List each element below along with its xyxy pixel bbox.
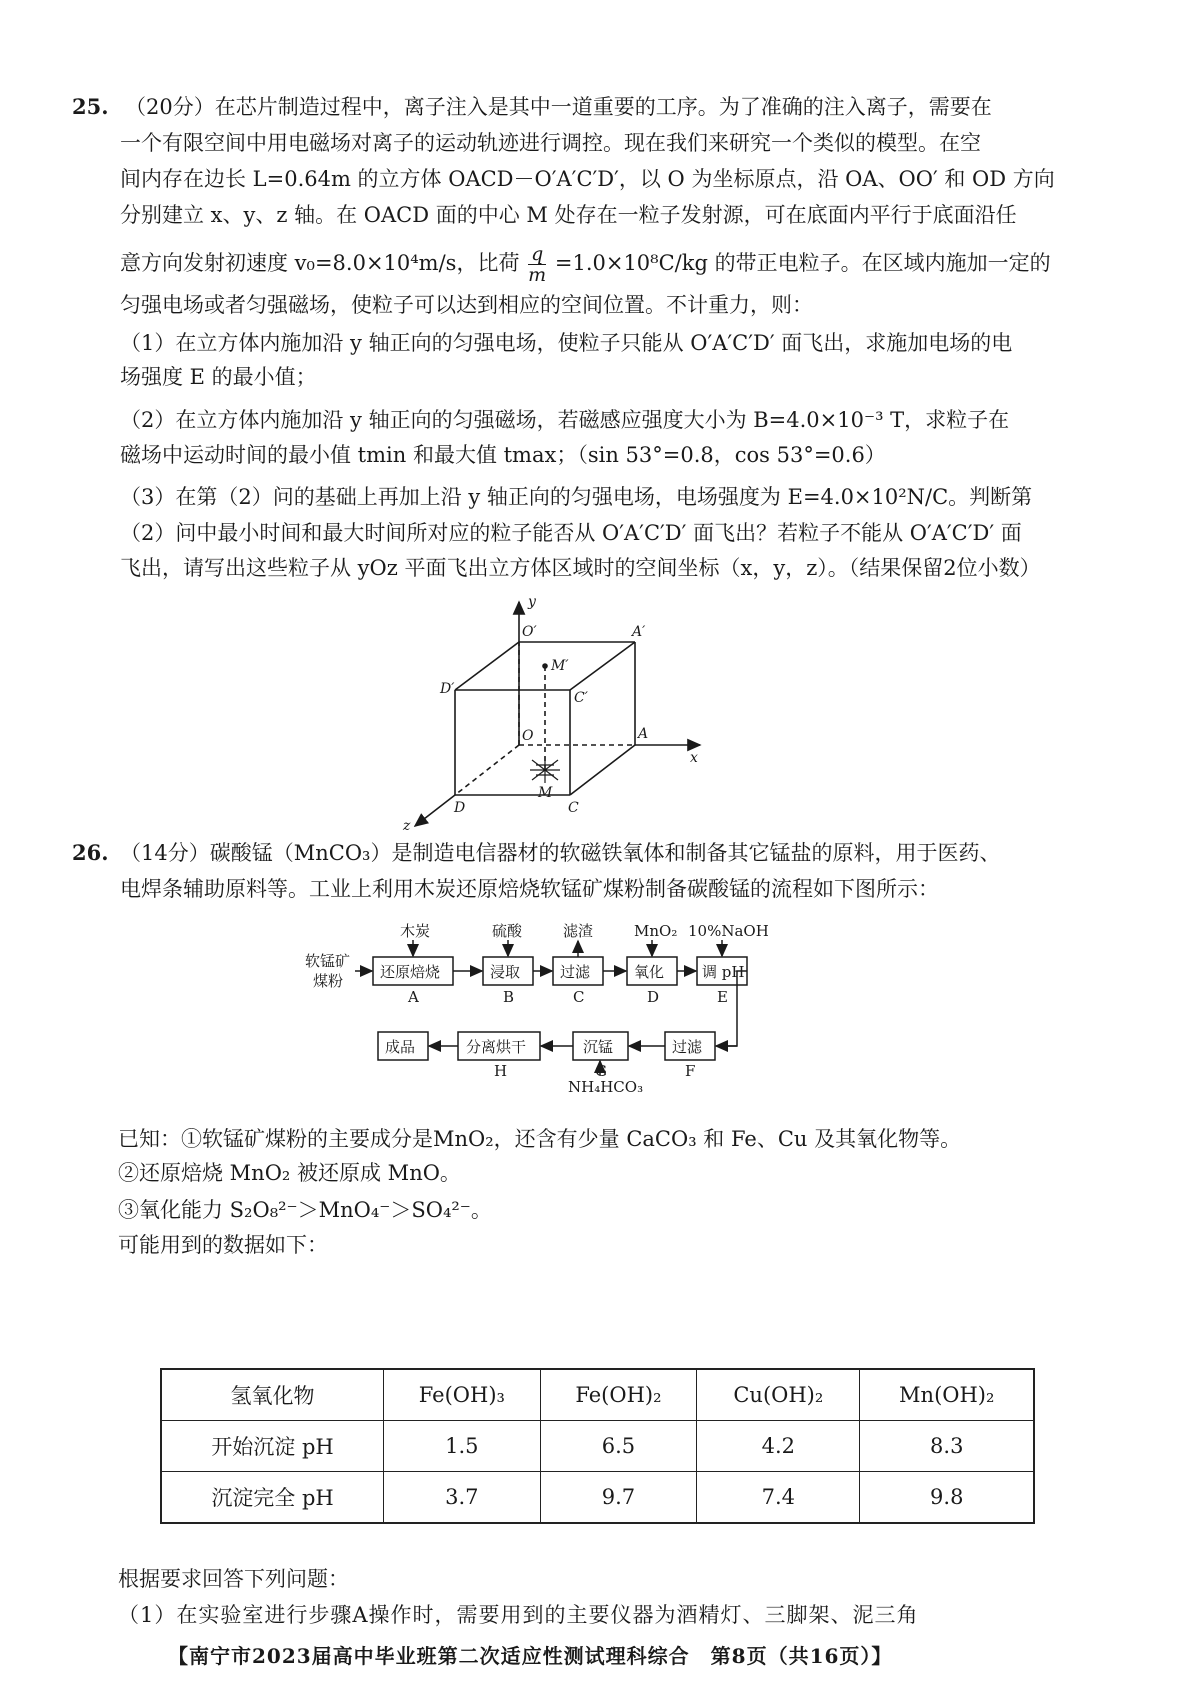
question-25-line-4: 分别建立 x、y、z 轴。在 OACD 面的中心 M 处存在一粒子发射源，可在底面内平行于底面沿任 [120, 203, 1017, 227]
raw-material-line-2: 煤粉 [313, 972, 344, 990]
letter-G: G [595, 1062, 607, 1080]
output-C: 滤渣 [563, 922, 594, 940]
letter-B: B [503, 988, 515, 1006]
label-M1: M′ [551, 658, 569, 674]
letter-D: D [647, 988, 660, 1006]
label-z: z [403, 818, 411, 834]
letter-E: E [717, 988, 728, 1006]
table-cell: 1.5 [384, 1421, 541, 1472]
label-A1: A′ [632, 624, 646, 640]
box-A-label: 还原焙烧 [380, 963, 441, 981]
table-header: Cu(OH)₂ [697, 1369, 860, 1421]
box-D-label: 氧化 [634, 963, 665, 981]
fraction-numerator: q [528, 244, 546, 265]
table-header: Mn(OH)₂ [860, 1369, 1034, 1421]
label-x: x [690, 750, 698, 766]
label-O: O [522, 728, 534, 744]
known-2: ②还原焙烧 MnO₂ 被还原成 MnO。 [118, 1161, 461, 1185]
data-intro: 可能用到的数据如下： [118, 1233, 328, 1257]
question-25-part-3-b: （2）问中最小时间和最大时间所对应的粒子能否从 O′A′C′D′ 面飞出？若粒子不能从 O′A′C′D′ 面 [120, 521, 1022, 545]
table-cell: 6.5 [540, 1421, 697, 1472]
question-25-number: 25. [72, 94, 109, 119]
input-D: MnO₂ [634, 922, 678, 940]
box-H-label: 分离烘干 [466, 1038, 527, 1056]
table-header: Fe(OH)₃ [384, 1369, 541, 1421]
box-G-label: 沉锰 [583, 1038, 614, 1056]
letter-H: H [494, 1062, 508, 1080]
table-header: Fe(OH)₂ [540, 1369, 697, 1421]
table-row [161, 1421, 1034, 1472]
question-25-part-1-a: （1）在立方体内施加沿 y 轴正向的匀强电场，使粒子只能从 O′A′C′D′ 面飞出，求施加电场的电 [120, 331, 1013, 355]
question-25-line-3: 间内存在边长 L=0.64m 的立方体 OACD－O′A′C′D′，以 O 为坐标原点，沿 OA、OO′ 和 OD 方向 [120, 167, 1055, 191]
letter-F: F [685, 1062, 696, 1080]
line-5-start: 意方向发射初速度 v₀=8.0×10⁴m/s，比荷 [120, 251, 520, 275]
label-y: y [528, 594, 536, 610]
line-5-end: =1.0×10⁸C/kg 的带正电粒子。在区域内施加一定的 [554, 251, 1051, 275]
input-G: NH₄HCO₃ [568, 1078, 644, 1096]
table-cell: 开始沉淀 pH [161, 1421, 384, 1472]
question-25-line-1: （20分）在芯片制造过程中，离子注入是其中一道重要的工序。为了准确的注入离子，需要在 [125, 95, 992, 119]
box-product-label: 成品 [385, 1038, 416, 1056]
table-cell: 8.3 [860, 1421, 1034, 1472]
question-25-part-2-b: 磁场中运动时间的最小值 tmin 和最大值 tmax；（sin 53°=0.8，cos 53°=0.6） [120, 443, 886, 467]
table-cell: 沉淀完全 pH [161, 1472, 384, 1524]
question-25-part-3-c: 飞出，请写出这些粒子从 yOz 平面飞出立方体区域时的空间坐标（x，y，z）。（结果保留2位小数） [120, 556, 1041, 580]
fraction-denominator: m [528, 264, 547, 286]
question-25-part-3-a: （3）在第（2）问的基础上再加上沿 y 轴正向的匀强电场，电场强度为 E=4.0×10²N/C。判断第 [120, 485, 1033, 509]
known-1: 已知：①软锰矿煤粉的主要成分是MnO₂，还含有少量 CaCO₃ 和 Fe、Cu 及其氧化物等。 [118, 1127, 962, 1151]
raw-material-line-1: 软锰矿 [305, 952, 351, 970]
label-A: A [638, 726, 649, 742]
label-O1: O′ [522, 624, 537, 640]
question-26-number: 26. [72, 840, 109, 865]
letter-A: A [408, 988, 419, 1006]
page-footer: 【南宁市2023届高中毕业班第二次适应性测试理科综合 第8页（共16页）】 [168, 1644, 893, 1668]
table-header: 氢氧化物 [161, 1369, 384, 1421]
label-M: M [538, 785, 553, 801]
question-25-line-6: 匀强电场或者匀强磁场，使粒子可以达到相应的空间位置。不计重力，则： [120, 293, 813, 317]
box-E-label: 调 pH [702, 963, 745, 981]
answer-intro: 根据要求回答下列问题： [118, 1567, 349, 1591]
letter-C: C [573, 988, 585, 1006]
question-25-part-1-b: 场强度 E 的最小值； [120, 365, 317, 389]
question-25-part-2-a: （2）在立方体内施加沿 y 轴正向的匀强磁场，若磁感应强度大小为 B=4.0×10⁻³ T，求粒子在 [120, 408, 1010, 432]
question-26-line-1: （14分）碳酸锰（MnCO₃）是制造电信器材的软磁铁氧体和制备其它锰盐的原料，用于医药、 [120, 841, 1001, 865]
table-cell: 7.4 [697, 1472, 860, 1524]
label-D1: D′ [440, 681, 455, 697]
table-header-row [161, 1369, 1034, 1421]
table-cell: 9.7 [540, 1472, 697, 1524]
hydroxide-ph-table [160, 1368, 1035, 1524]
box-B-label: 浸取 [490, 963, 521, 981]
table-row [161, 1472, 1034, 1524]
label-C: C [568, 800, 579, 816]
label-D: D [454, 800, 466, 816]
sub-question-1: （1）在实验室进行步骤A操作时，需要用到的主要仪器为酒精灯、三脚架、泥三角 [118, 1603, 919, 1627]
box-F-label: 过滤 [672, 1038, 703, 1056]
label-C1: C′ [574, 690, 588, 706]
table-cell: 3.7 [384, 1472, 541, 1524]
input-E: 10%NaOH [688, 922, 769, 940]
question-26-line-2: 电焊条辅助原料等。工业上利用木炭还原焙烧软锰矿煤粉制备碳酸锰的流程如下图所示： [120, 877, 939, 901]
known-3: ③氧化能力 S₂O₈²⁻＞MnO₄⁻＞SO₄²⁻。 [118, 1198, 492, 1222]
table-cell: 4.2 [697, 1421, 860, 1472]
table-cell: 9.8 [860, 1472, 1034, 1524]
input-A: 木炭 [400, 922, 431, 940]
input-B: 硫酸 [492, 922, 523, 940]
box-C-label: 过滤 [560, 963, 591, 981]
question-25-line-2: 一个有限空间中用电磁场对离子的运动轨迹进行调控。现在我们来研究一个类似的模型。在空 [120, 131, 981, 155]
